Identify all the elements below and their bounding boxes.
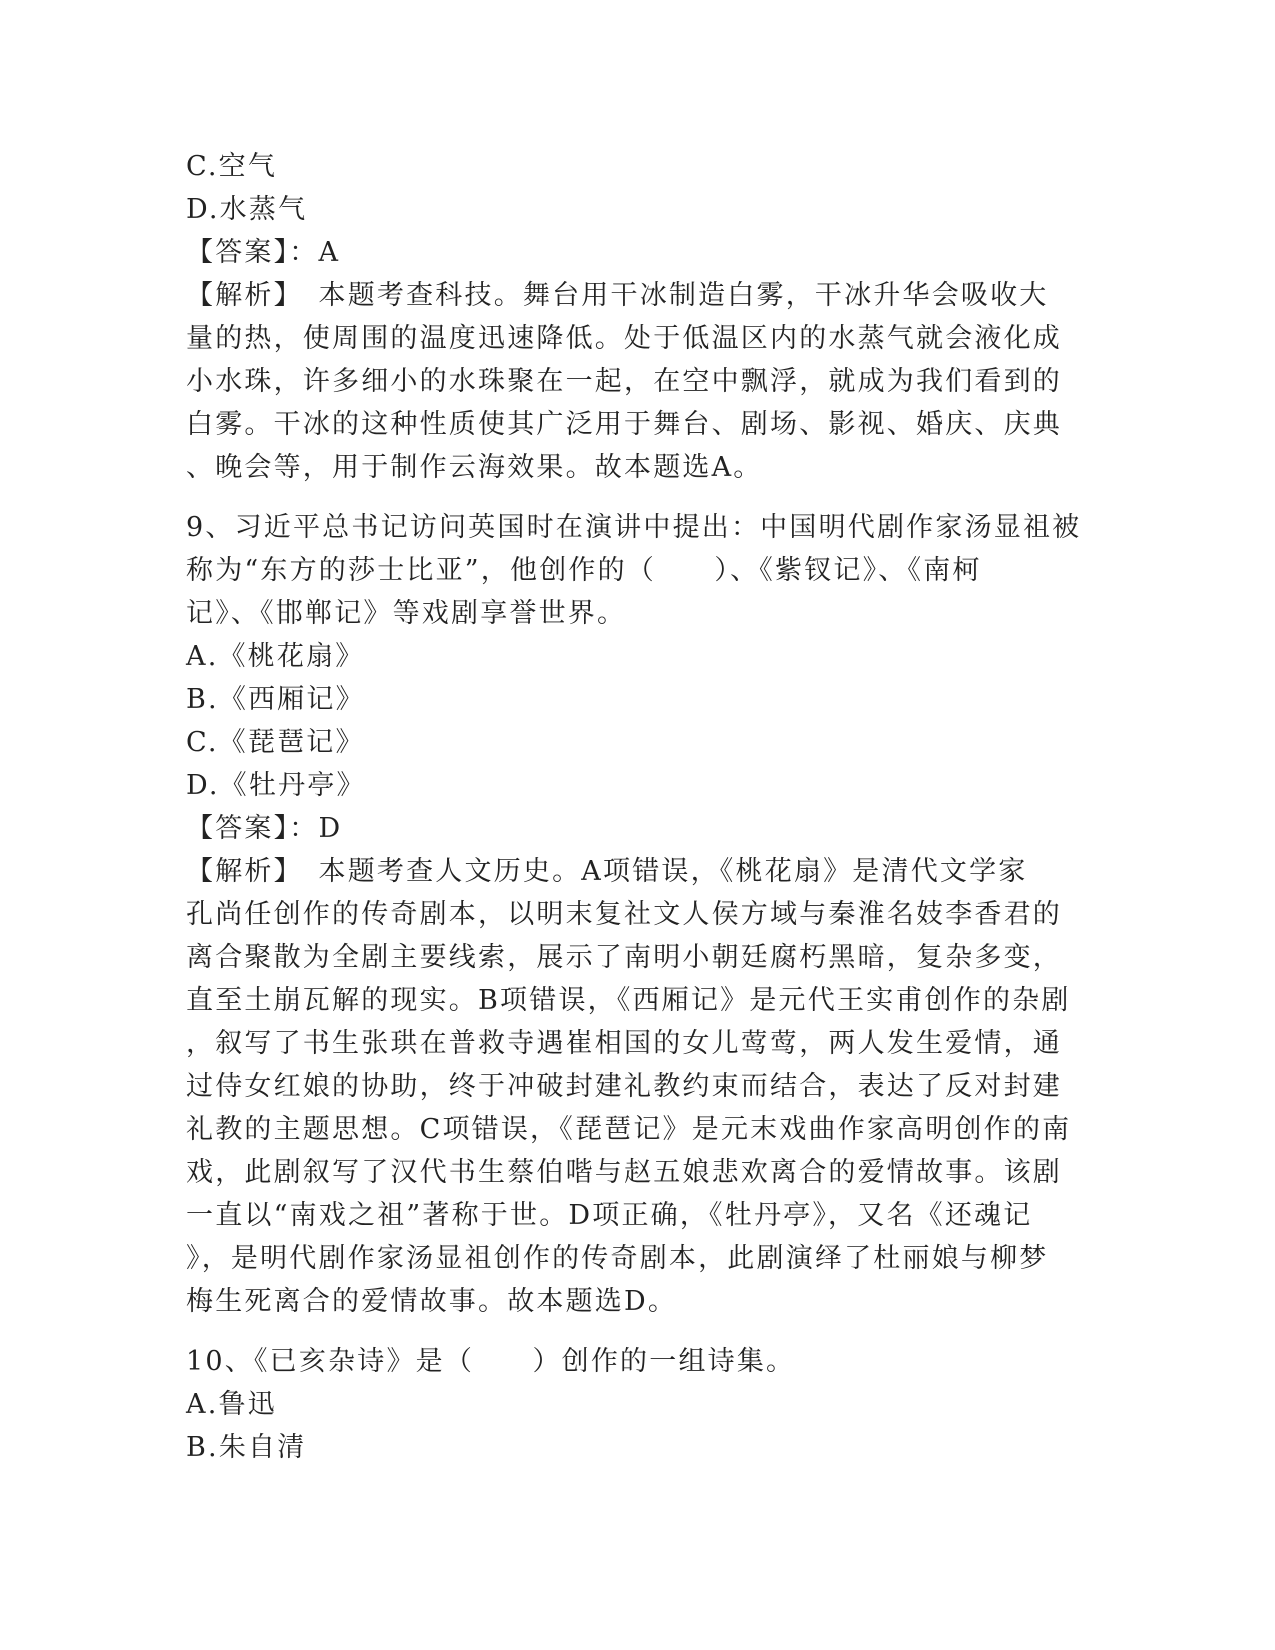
q10-option-b: B.朱自清 [186, 1432, 307, 1463]
q9-explanation-line: 梅生死离合的爱情故事。故本题选D。 [186, 1286, 678, 1317]
q9-explanation-line: 离合聚散为全剧主要线索，展示了南明小朝廷腐朽黑暗，复杂多变， [186, 942, 1062, 973]
q8-explanation-line: 量的热，使周围的温度迅速降低。处于低温区内的水蒸气就会液化成 [186, 323, 1062, 354]
q9-explanation [186, 850, 1072, 1323]
q9-option-b: B.《西厢记》 [186, 684, 365, 715]
q8-option-d: D.水蒸气 [186, 194, 308, 225]
section-gap [186, 489, 1066, 506]
q9-explanation-line: 孔尚任创作的传奇剧本，以明末复社文人侯方域与秦淮名妓李香君的 [186, 899, 1062, 930]
q9-stem [186, 506, 1082, 635]
q9-explanation-line: 戏，此剧叙写了汉代书生蔡伯喈与赵五娘悲欢离合的爱情故事。该剧 [186, 1157, 1062, 1188]
q8-explanation-line: 小水珠，许多细小的水珠聚在一起，在空中飘浮，就成为我们看到的 [186, 366, 1062, 397]
q10-option-a: A.鲁迅 [186, 1389, 277, 1420]
q10-stem: 10、《已亥杂诗》是（ ）创作的一组诗集。 [186, 1346, 796, 1377]
q9-explanation-line: ，叙写了书生张珙在普救寺遇崔相国的女儿莺莺，两人发生爱情，通 [186, 1028, 1062, 1059]
q9-explanation-line: 直至土崩瓦解的现实。B项错误，《西厢记》是元代王实甫创作的杂剧 [186, 985, 1071, 1016]
q9-stem-line: 9、习近平总书记访问英国时在演讲中提出：中国明代剧作家汤显祖被 [186, 512, 1082, 543]
q9-explanation-line: 礼教的主题思想。C项错误，《琵琶记》是元末戏曲作家高明创作的南 [186, 1114, 1072, 1145]
page-content [186, 145, 1082, 1469]
q9-explanation-line: 》，是明代剧作家汤显祖创作的传奇剧本，此剧演绎了杜丽娘与柳梦 [186, 1243, 1049, 1274]
q9-option-d: D.《牡丹亭》 [186, 770, 366, 801]
q9-stem-line: 记》、《邯郸记》等戏剧享誉世界。 [186, 598, 627, 629]
q8-answer: 【答案】：A [186, 237, 341, 268]
q8-explanation-line: 【解析】 本题考查科技。舞台用干冰制造白雾，干冰升华会吸收大 [186, 280, 1049, 311]
q8-explanation-line: 白雾。干冰的这种性质使其广泛用于舞台、剧场、影视、婚庆、庆典 [186, 409, 1062, 440]
q9-explanation-line: 【解析】 本题考查人文历史。A项错误，《桃花扇》是清代文学家 [186, 856, 1028, 887]
section-gap [186, 1323, 1066, 1340]
q9-option-a: A.《桃花扇》 [186, 641, 365, 672]
q9-option-c: C.《琵琶记》 [186, 727, 365, 758]
q9-answer: 【答案】：D [186, 813, 343, 844]
q8-explanation [186, 274, 1066, 489]
q9-stem-line: 称为“东方的莎士比亚”，他创作的（ ）、《紫钗记》、《南柯 [186, 555, 982, 586]
q8-explanation-line: 、晚会等，用于制作云海效果。故本题选A。 [186, 452, 763, 483]
q9-explanation-line: 过侍女红娘的协助，终于冲破封建礼教约束而结合，表达了反对封建 [186, 1071, 1062, 1102]
q9-explanation-line: 一直以“南戏之祖”著称于世。D项正确，《牡丹亭》，又名《还魂记 [186, 1200, 1033, 1231]
q8-option-c: C.空气 [186, 151, 278, 182]
